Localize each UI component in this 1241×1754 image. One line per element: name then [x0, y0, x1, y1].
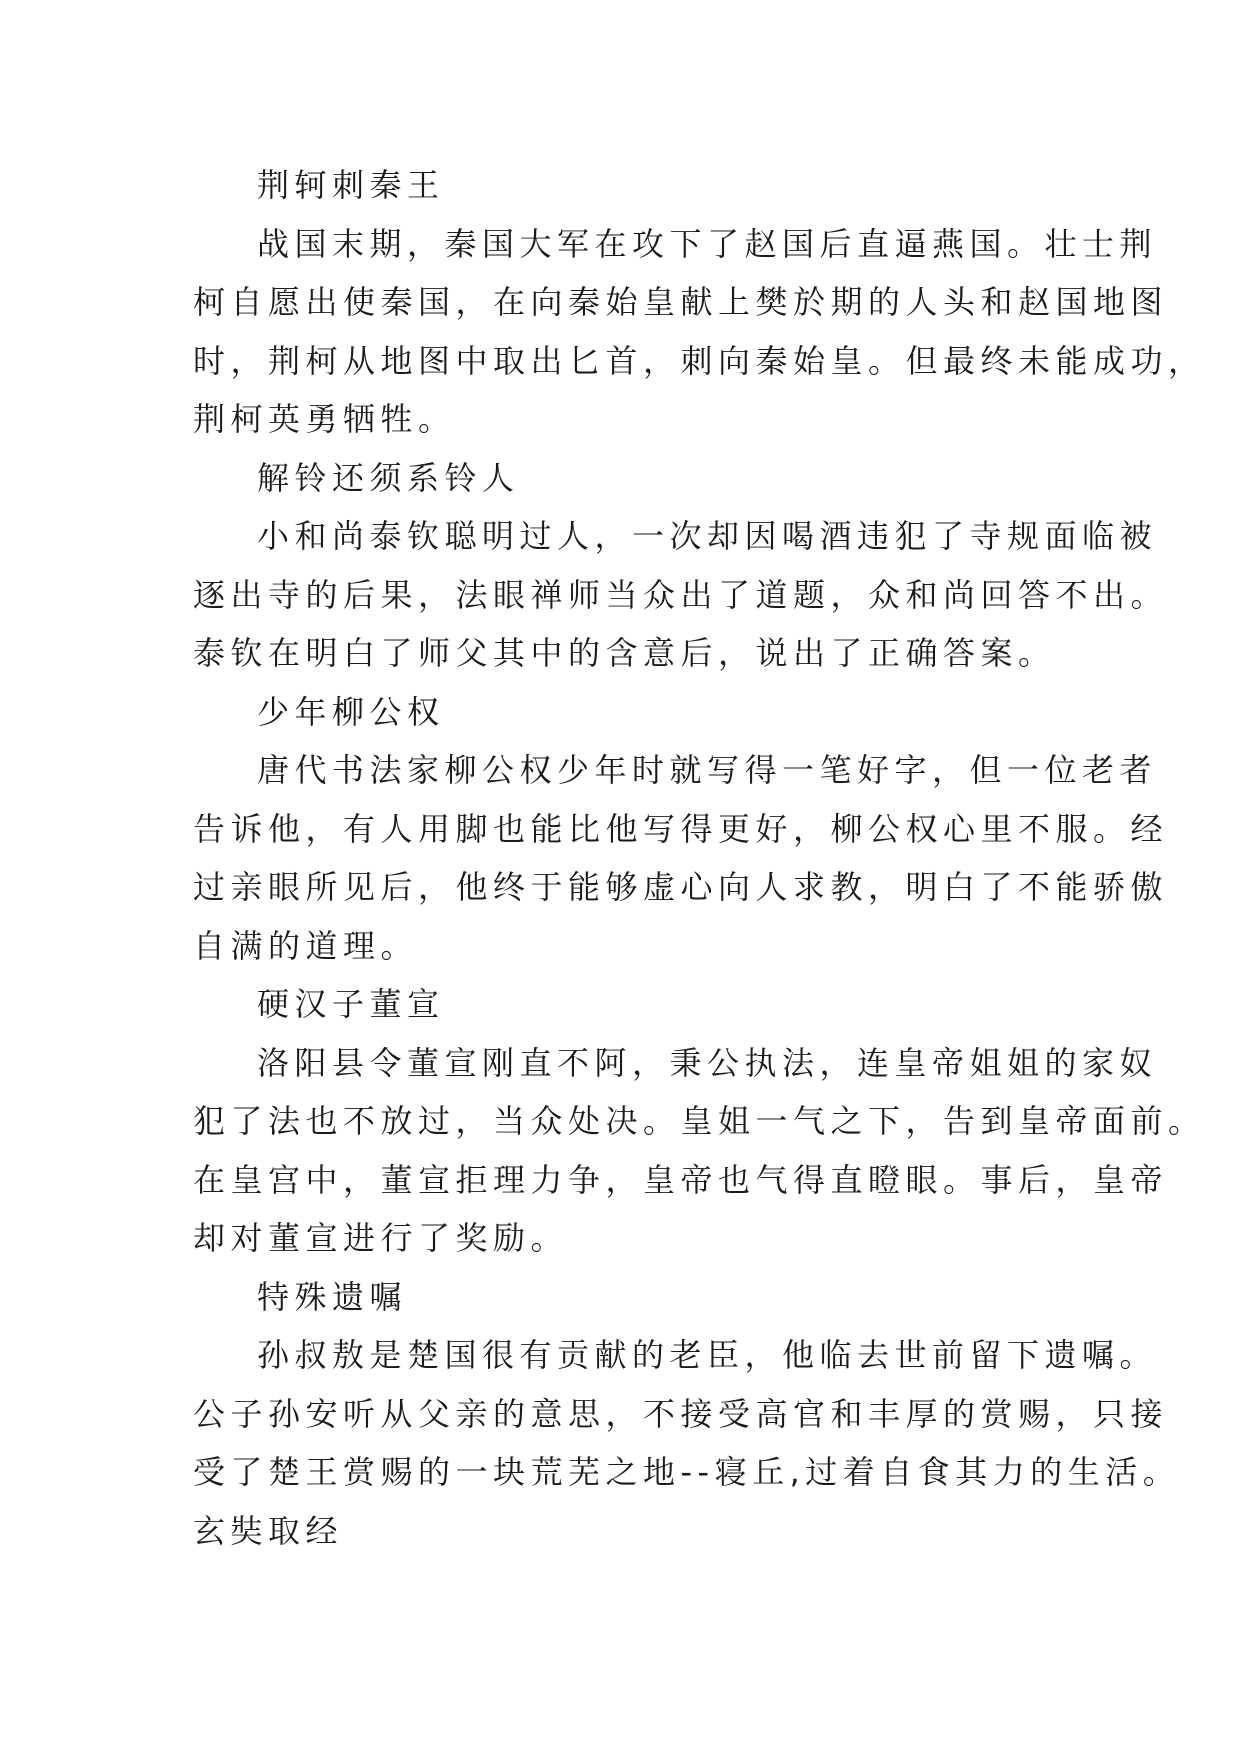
paragraph-line: 时，荆柯从地图中取出匕首，刺向秦始皇。但最终未能成功，: [193, 341, 1206, 380]
paragraph-line: 却对董宣进行了奖励。: [193, 1219, 569, 1257]
section-title: 少年柳公权: [257, 692, 445, 731]
paragraph-line: 自满的道理。: [193, 926, 419, 965]
paragraph-line: 洛阳县令董宣刚直不阿，秉公执法，连皇帝姐姐的家奴: [257, 1043, 1158, 1082]
section-title: 硬汉子董宣: [257, 985, 445, 1023]
paragraph-line: 泰钦在明白了师父其中的含意后，说出了正确答案。: [193, 634, 1056, 672]
paragraph-line: 唐代书法家柳公权少年时就写得一笔好字，但一位老者: [257, 751, 1158, 789]
paragraph-line: 玄奘取经: [193, 1511, 344, 1550]
paragraph-line: 小和尚泰钦聪明过人，一次却因喝酒违犯了寺规面临被: [257, 517, 1158, 555]
paragraph-line: 战国末期，秦国大军在攻下了赵国后直逼燕国。壮士荆: [257, 224, 1158, 263]
paragraph-line: 逐出寺的后果，法眼禅师当众出了道题，众和尚回答不出。: [193, 575, 1169, 614]
section-title: 荆轲刺秦王: [257, 166, 445, 204]
paragraph-line: 孙叔敖是楚国很有贡献的老臣，他临去世前留下遗嘱。: [257, 1336, 1158, 1374]
paragraph-line: 公子孙安听从父亲的意思，不接受高官和丰厚的赏赐，只接: [193, 1394, 1169, 1433]
paragraph-line: 荆柯英勇牺牲。: [193, 400, 456, 438]
paragraph-line: 告诉他，有人用脚也能比他写得更好，柳公权心里不服。经: [193, 809, 1169, 848]
paragraph-line: 在皇宫中，董宣拒理力争，皇帝也气得直瞪眼。事后，皇帝: [193, 1160, 1169, 1199]
section-title: 特殊遗嘱: [257, 1277, 408, 1316]
paragraph-line: 柯自愿出使秦国，在向秦始皇献上樊於期的人头和赵国地图: [193, 283, 1169, 321]
paragraph-line: 受了楚王赏赐的一块荒芜之地--寝丘,过着自食其力的生活。: [193, 1453, 1181, 1491]
paragraph-line: 犯了法也不放过，当众处决。皇姐一气之下，告到皇帝面前。: [193, 1102, 1206, 1140]
document-body: [193, 156, 1206, 1560]
paragraph-line: 过亲眼所见后，他终于能够虚心向人求教，明白了不能骄傲: [193, 868, 1169, 906]
section-title: 解铃还须系铃人: [257, 458, 520, 497]
